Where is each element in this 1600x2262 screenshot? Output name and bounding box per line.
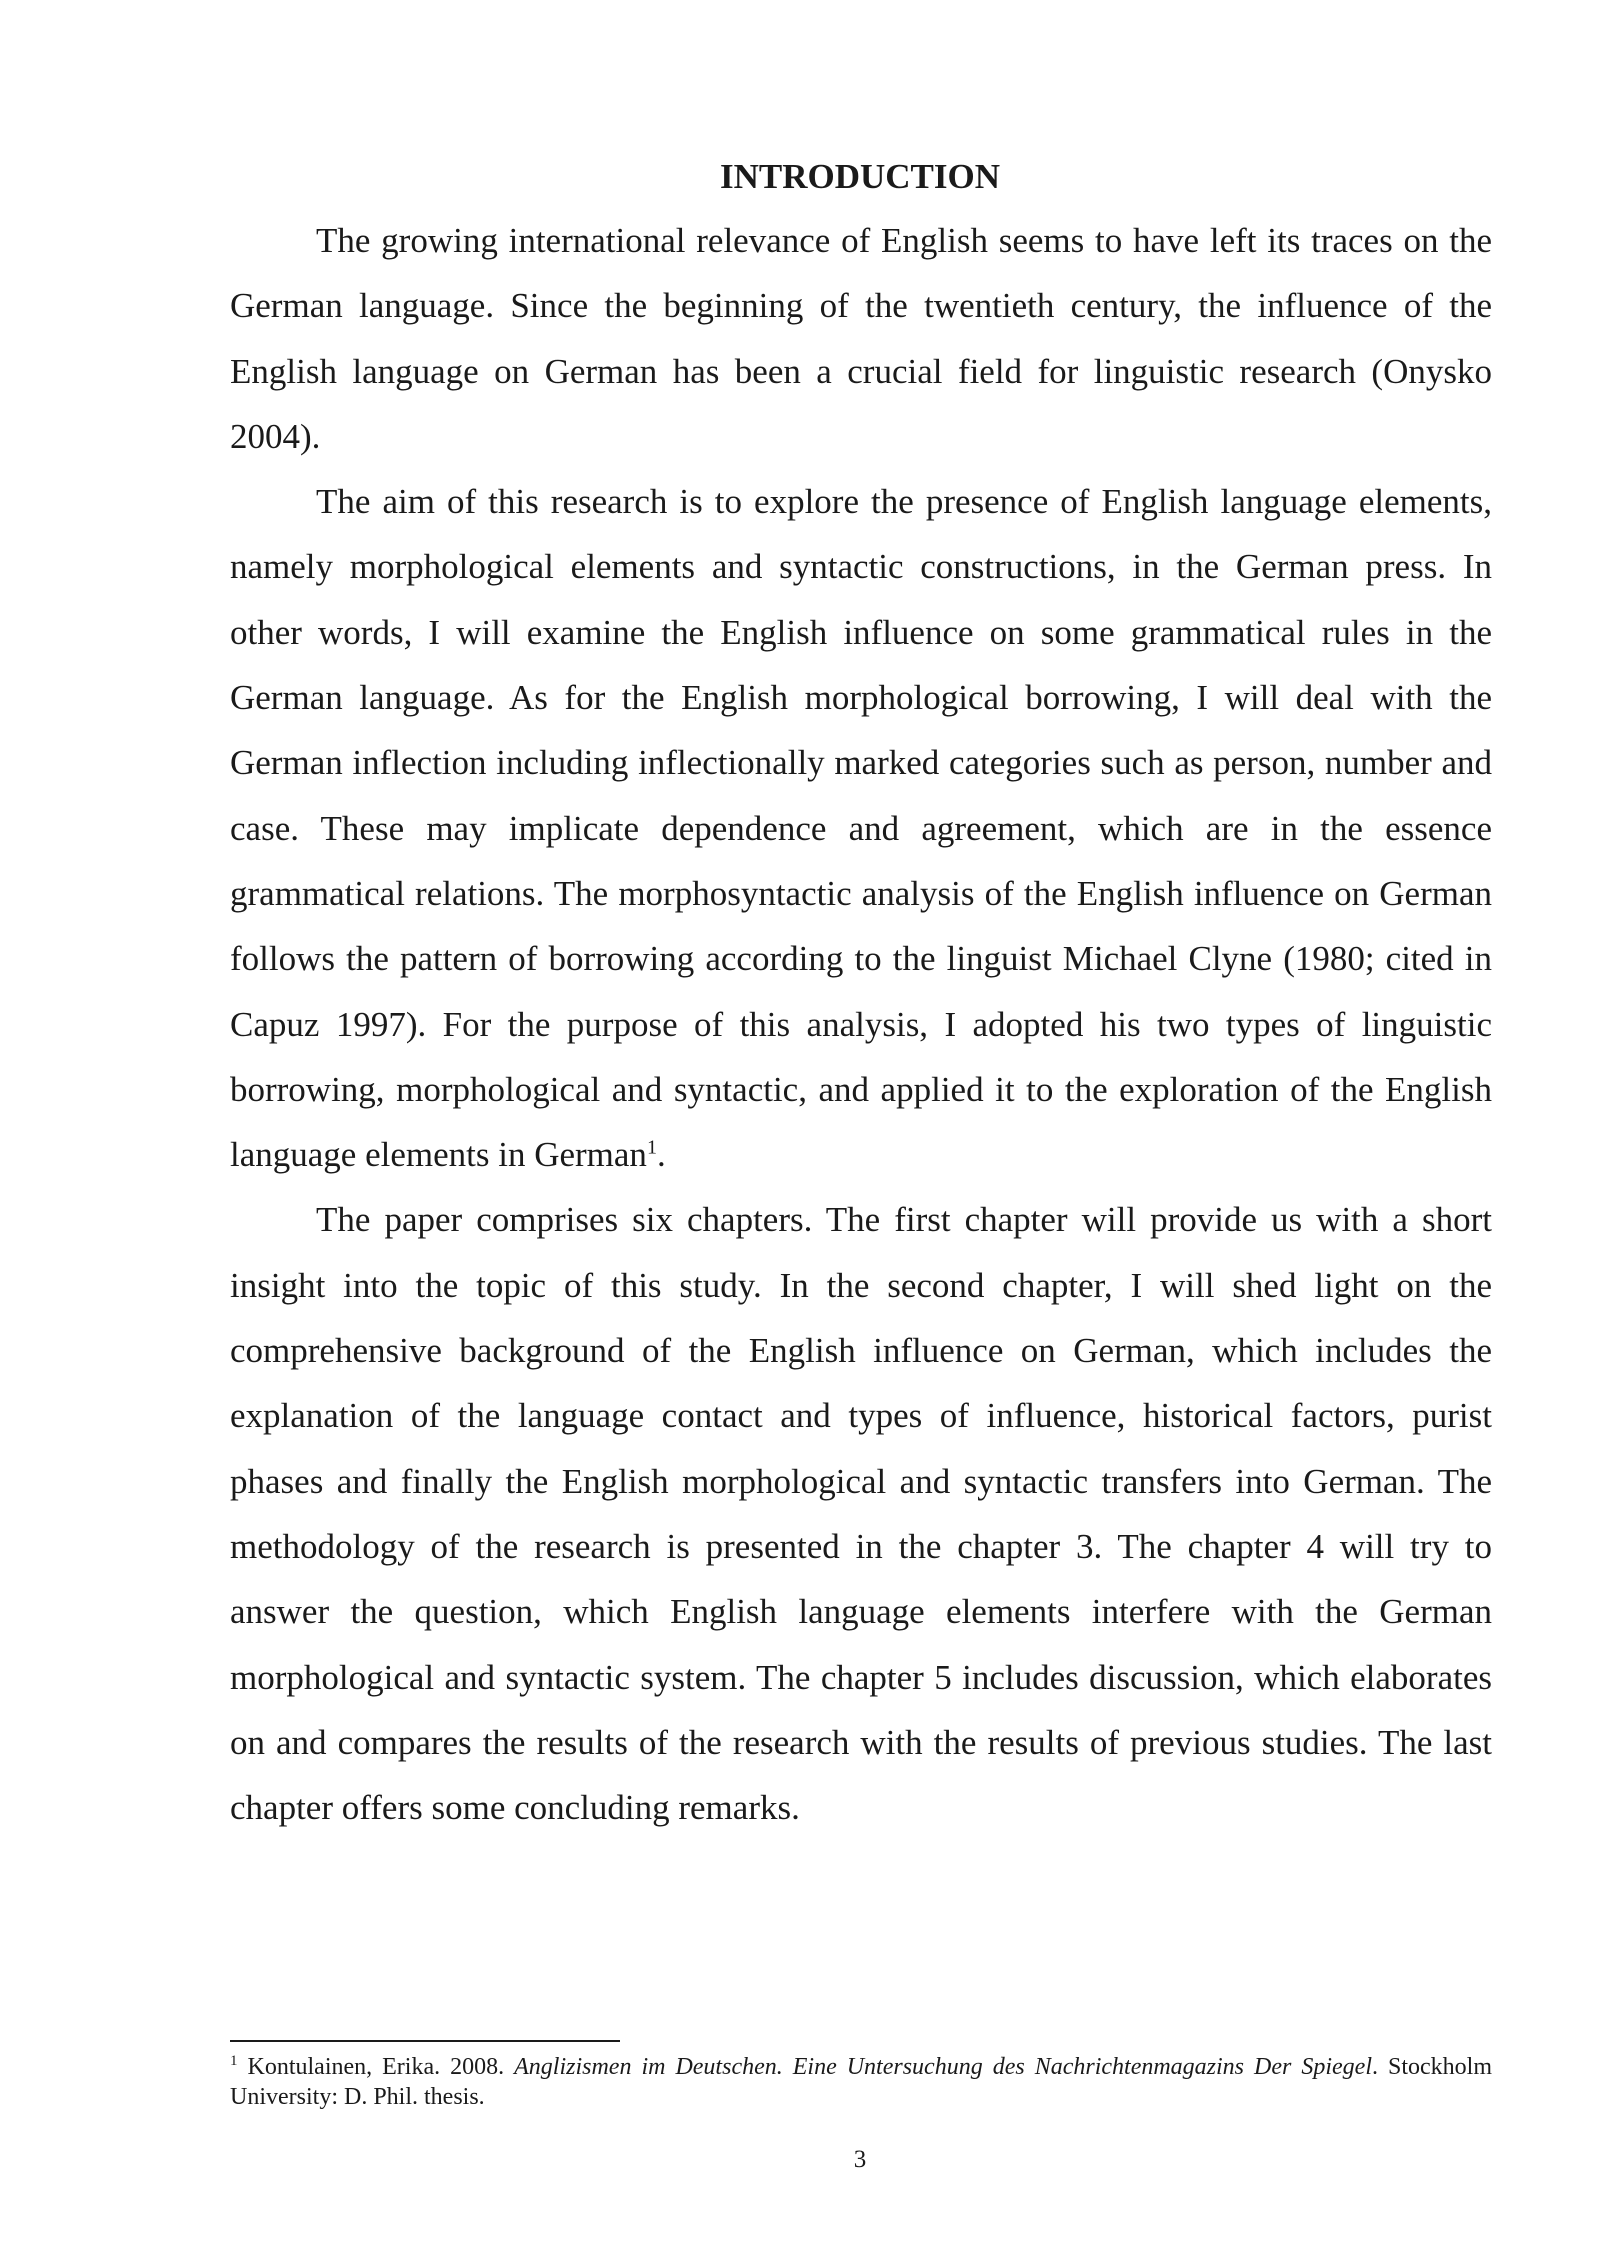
body-text xyxy=(230,208,1492,1840)
footnote-marker: 1 xyxy=(230,2053,238,2069)
paragraph-2 xyxy=(230,469,1492,1187)
paragraph-1: The growing international relevance of English seems to have left its traces on the German language. Since the beginning of the twentieth century, the influence of the English language on German has been a crucial field for linguistic research (Onysko 2004). xyxy=(230,221,1492,456)
footnote-reference: 1 xyxy=(646,1136,657,1159)
footnote-title-end: . xyxy=(1371,2054,1378,2080)
paragraph-2-end: . xyxy=(656,1135,666,1175)
footnote-author: Kontulainen, Erika. 2008. xyxy=(247,2054,505,2080)
footnote-title: Anglizismen im Deutschen. Eine Untersuchung des Nachrichtenmagazins Der Spiegel xyxy=(514,2054,1372,2080)
paragraph-3: The paper comprises six chapters. The first chapter will provide us with a short insight into the topic of this study. In the second chapter, I will shed light on the comprehensive background of the English influence on German, which includes the explanation of the language contact and types of influence, historical factors, purist phases and finally the English morphological and syntactic transfers into German. The methodology of the research is presented in the chapter 3. The chapter 4 will try to answer the question, which English language elements interfere with the German morphological and syntactic system. The chapter 5 includes discussion, which elaborates on and compares the results of the research with the results of previous studies. The last chapter offers some concluding remarks. xyxy=(230,1200,1492,1828)
page-number: 3 xyxy=(853,2146,867,2173)
footnote xyxy=(230,2052,1492,2112)
footnote-publisher: Stockholm University: D. Phil. thesis. xyxy=(230,2054,1492,2110)
section-heading: INTRODUCTION xyxy=(719,157,1001,196)
footnote-separator xyxy=(230,2040,620,2042)
paragraph-2-text: The aim of this research is to explore the presence of English language elements, namely morphological elements and syntactic constructions, in the German press. In other words, I will examine the English influence on some grammatical rules in the German language. As for the English morphological borrowing, I will deal with the German inflection including inflectionally marked categories such as person, number and case. These may implicate dependence and agreement, which are in the essence grammatical relations. The morphosyntactic analysis of the English influence on German follows the pattern of borrowing according to the linguist Michael Clyne (1980; cited in Capuz 1997). For the purpose of this analysis, I adopted his two types of linguistic borrowing, morphological and syntactic, and applied it to the exploration of the English language elements in German xyxy=(230,482,1492,1175)
